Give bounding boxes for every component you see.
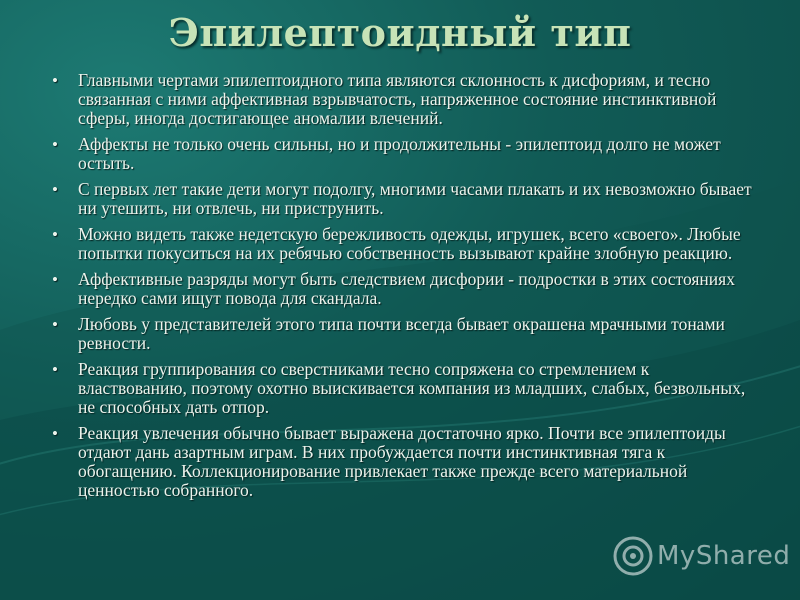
bullet-item xyxy=(52,225,752,263)
myshared-logo-icon xyxy=(613,536,653,576)
bullet-text: Любовь у представителей этого типа почти всегда бывает окрашена мрачными тонами ревности. xyxy=(78,314,725,353)
bullet-icon: • xyxy=(52,424,58,443)
bullet-icon: • xyxy=(52,360,58,379)
slide-title: Эпилептоидный тип xyxy=(168,10,632,55)
bullet-text: Аффективные разряды могут быть следствием дисфории - подростки в этих состояниях нередко сами ищут повода для скандала. xyxy=(78,269,735,308)
bullet-text: Главными чертами эпилептоидного типа являются склонность к дисфориям, и тесно связанная с ними аффективная взрывчатость, напряженное состояние инстинктивной сферы, иногда достигающее аномалии влечений. xyxy=(78,70,717,128)
bullet-icon: • xyxy=(52,71,58,90)
watermark-text: MyShared xyxy=(657,541,791,571)
bullet-icon: • xyxy=(52,135,58,154)
bullet-text: С первых лет такие дети могут подолгу, многими часами плакать и их невозможно бывает ни утешить, ни отвлечь, ни приструнить. xyxy=(78,179,752,218)
bullet-icon: • xyxy=(52,225,58,244)
bullet-item xyxy=(52,424,752,500)
bullet-item xyxy=(52,135,752,173)
bullet-item xyxy=(52,360,752,417)
bullet-item xyxy=(52,71,752,128)
bullet-text: Реакция увлечения обычно бывает выражена достаточно ярко. Почти все эпилептоиды отдают дань азартным играм. В них пробуждается почти инстинктивная тяга к обогащению. Коллекционирование привлекает также прежде всего материальной ценностью собранного. xyxy=(78,423,726,500)
bullet-item xyxy=(52,270,752,308)
bullet-icon: • xyxy=(52,180,58,199)
bullet-item xyxy=(52,315,752,353)
bullet-icon: • xyxy=(52,315,58,334)
bullet-list xyxy=(52,71,752,507)
myshared-watermark[interactable] xyxy=(613,532,793,580)
bullet-icon: • xyxy=(52,270,58,289)
bullet-text: Реакция группирования со сверстниками тесно сопряжена со стремлением к властвованию, поэтому охотно выискивается компания из младших, слабых, безвольных, не способных дать отпор. xyxy=(78,359,746,417)
bullet-text: Аффекты не только очень сильны, но и продолжительны - эпилептоид долго не может остыть. xyxy=(78,134,721,173)
bullet-text: Можно видеть также недетскую бережливость одежды, игрушек, всего «своего». Любые попытки покуситься на их ребячью собственность вызывают крайне злобную реакцию. xyxy=(78,224,741,263)
bullet-item xyxy=(52,180,752,218)
